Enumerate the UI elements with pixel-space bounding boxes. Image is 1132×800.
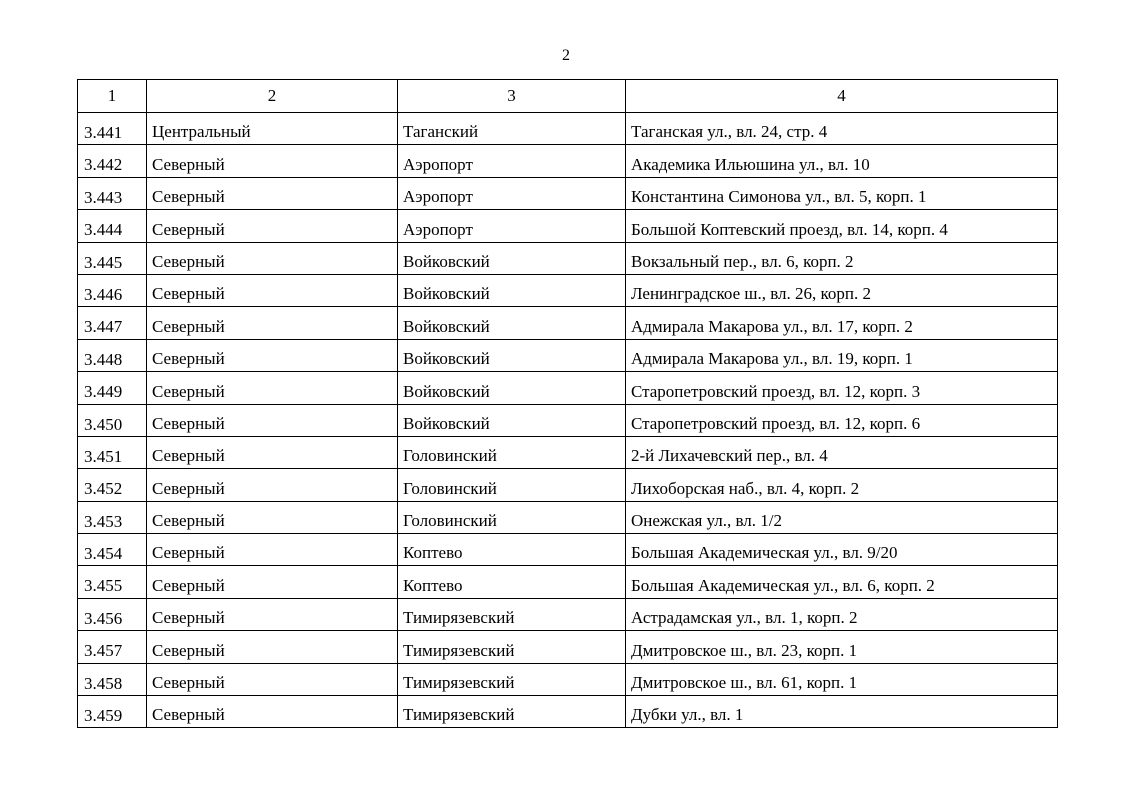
- header-cell: 4: [626, 80, 1058, 113]
- table-row: [78, 242, 1058, 274]
- address-cell: Большой Коптевский проезд, вл. 14, корп. 4: [626, 210, 1058, 242]
- table-row: [78, 696, 1058, 728]
- area-cell: Коптево: [398, 566, 626, 598]
- district-cell: Северный: [147, 307, 398, 339]
- district-cell: Северный: [147, 436, 398, 468]
- address-cell: 2-й Лихачевский пер., вл. 4: [626, 436, 1058, 468]
- address-cell: Большая Академическая ул., вл. 9/20: [626, 534, 1058, 566]
- table-row: [78, 372, 1058, 404]
- district-cell: Северный: [147, 696, 398, 728]
- table-row: [78, 631, 1058, 663]
- area-cell: Войковский: [398, 372, 626, 404]
- address-cell: Лихоборская наб., вл. 4, корп. 2: [626, 469, 1058, 501]
- row-number-cell: 3.443: [78, 177, 147, 209]
- district-cell: Северный: [147, 501, 398, 533]
- table-row: [78, 534, 1058, 566]
- row-number-cell: 3.454: [78, 534, 147, 566]
- area-cell: Аэропорт: [398, 177, 626, 209]
- district-cell: Северный: [147, 534, 398, 566]
- address-cell: Дмитровское ш., вл. 61, корп. 1: [626, 663, 1058, 695]
- row-number-cell: 3.447: [78, 307, 147, 339]
- address-cell: Большая Академическая ул., вл. 6, корп. 2: [626, 566, 1058, 598]
- row-number-cell: 3.449: [78, 372, 147, 404]
- header-cell: 1: [78, 80, 147, 113]
- header-cell: 2: [147, 80, 398, 113]
- district-cell: Центральный: [147, 113, 398, 145]
- district-cell: Северный: [147, 177, 398, 209]
- row-number-cell: 3.450: [78, 404, 147, 436]
- table-row: [78, 307, 1058, 339]
- address-cell: Дмитровское ш., вл. 23, корп. 1: [626, 631, 1058, 663]
- table-row: [78, 339, 1058, 371]
- row-number-cell: 3.445: [78, 242, 147, 274]
- area-cell: Головинский: [398, 501, 626, 533]
- address-cell: Ленинградское ш., вл. 26, корп. 2: [626, 274, 1058, 306]
- row-number-cell: 3.446: [78, 274, 147, 306]
- address-cell: Онежская ул., вл. 1/2: [626, 501, 1058, 533]
- area-cell: Войковский: [398, 307, 626, 339]
- address-cell: Константина Симонова ул., вл. 5, корп. 1: [626, 177, 1058, 209]
- table-row: [78, 404, 1058, 436]
- row-number-cell: 3.457: [78, 631, 147, 663]
- table-row: [78, 177, 1058, 209]
- address-table: [77, 79, 1058, 728]
- row-number-cell: 3.448: [78, 339, 147, 371]
- row-number-cell: 3.459: [78, 696, 147, 728]
- area-cell: Таганский: [398, 113, 626, 145]
- row-number-cell: 3.453: [78, 501, 147, 533]
- table-row: [78, 145, 1058, 177]
- area-cell: Головинский: [398, 436, 626, 468]
- address-cell: Таганская ул., вл. 24, стр. 4: [626, 113, 1058, 145]
- district-cell: Северный: [147, 566, 398, 598]
- area-cell: Войковский: [398, 339, 626, 371]
- district-cell: Северный: [147, 242, 398, 274]
- table-row: [78, 598, 1058, 630]
- table-row: [78, 469, 1058, 501]
- area-cell: Тимирязевский: [398, 631, 626, 663]
- table-row: [78, 566, 1058, 598]
- district-cell: Северный: [147, 469, 398, 501]
- table-row: [78, 501, 1058, 533]
- address-cell: Старопетровский проезд, вл. 12, корп. 6: [626, 404, 1058, 436]
- address-cell: Астрадамская ул., вл. 1, корп. 2: [626, 598, 1058, 630]
- address-cell: Вокзальный пер., вл. 6, корп. 2: [626, 242, 1058, 274]
- table-row: [78, 274, 1058, 306]
- district-cell: Северный: [147, 145, 398, 177]
- row-number-cell: 3.444: [78, 210, 147, 242]
- district-cell: Северный: [147, 210, 398, 242]
- area-cell: Тимирязевский: [398, 598, 626, 630]
- district-cell: Северный: [147, 631, 398, 663]
- row-number-cell: 3.455: [78, 566, 147, 598]
- header-cell: 3: [398, 80, 626, 113]
- district-cell: Северный: [147, 598, 398, 630]
- row-number-cell: 3.458: [78, 663, 147, 695]
- table-row: [78, 663, 1058, 695]
- row-number-cell: 3.452: [78, 469, 147, 501]
- row-number-cell: 3.456: [78, 598, 147, 630]
- table-row: [78, 210, 1058, 242]
- address-cell: Адмирала Макарова ул., вл. 17, корп. 2: [626, 307, 1058, 339]
- area-cell: Войковский: [398, 404, 626, 436]
- header-row: [78, 80, 1058, 113]
- table-row: [78, 113, 1058, 145]
- district-cell: Северный: [147, 663, 398, 695]
- area-cell: Тимирязевский: [398, 696, 626, 728]
- row-number-cell: 3.451: [78, 436, 147, 468]
- area-cell: Войковский: [398, 242, 626, 274]
- area-cell: Головинский: [398, 469, 626, 501]
- area-cell: Коптево: [398, 534, 626, 566]
- address-cell: Старопетровский проезд, вл. 12, корп. 3: [626, 372, 1058, 404]
- page-number: 2: [562, 47, 570, 64]
- row-number-cell: 3.442: [78, 145, 147, 177]
- district-cell: Северный: [147, 404, 398, 436]
- area-cell: Аэропорт: [398, 210, 626, 242]
- area-cell: Тимирязевский: [398, 663, 626, 695]
- address-cell: Академика Ильюшина ул., вл. 10: [626, 145, 1058, 177]
- area-cell: Аэропорт: [398, 145, 626, 177]
- district-cell: Северный: [147, 339, 398, 371]
- district-cell: Северный: [147, 372, 398, 404]
- address-cell: Дубки ул., вл. 1: [626, 696, 1058, 728]
- row-number-cell: 3.441: [78, 113, 147, 145]
- area-cell: Войковский: [398, 274, 626, 306]
- district-cell: Северный: [147, 274, 398, 306]
- address-cell: Адмирала Макарова ул., вл. 19, корп. 1: [626, 339, 1058, 371]
- table-row: [78, 436, 1058, 468]
